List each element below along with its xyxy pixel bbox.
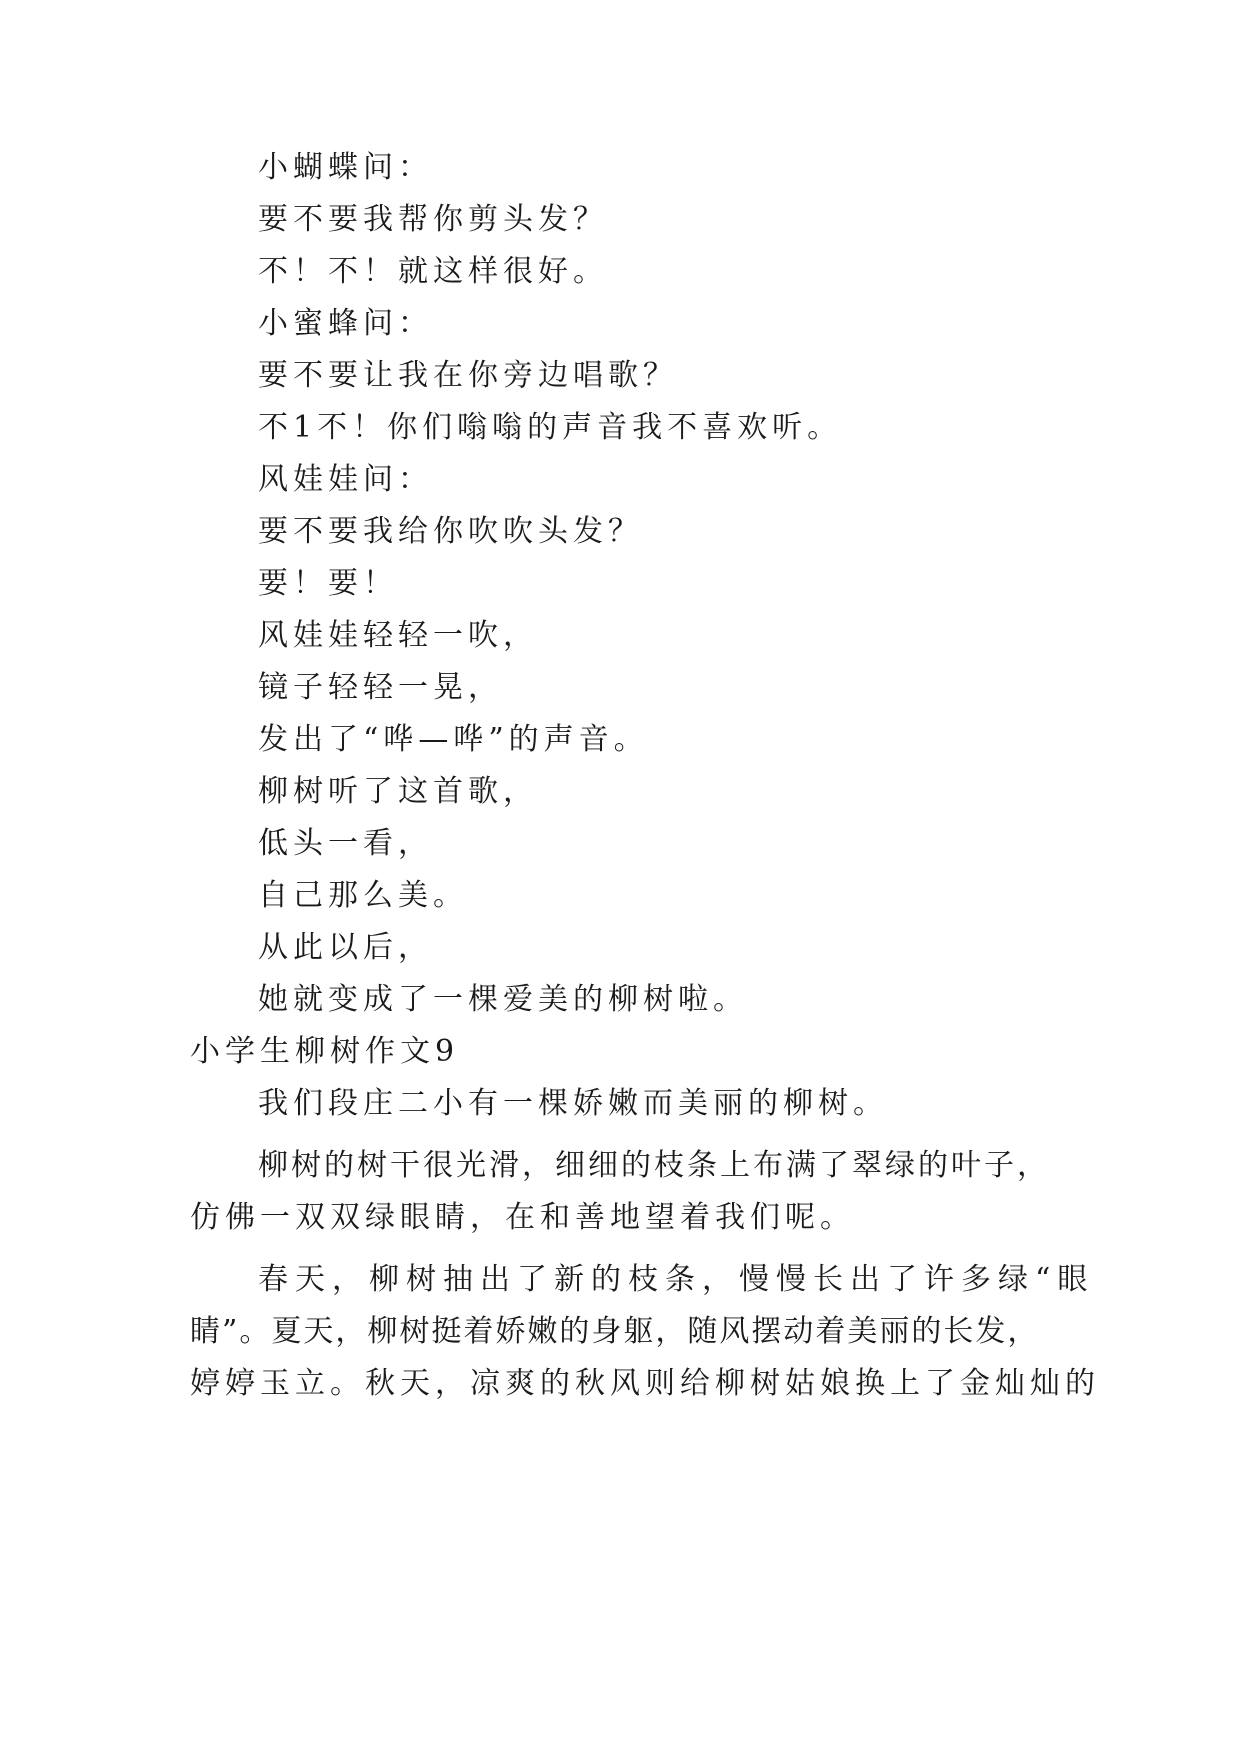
- essay-title: 小学生柳树作文9: [190, 1034, 460, 1069]
- paragraph-line: 仿佛一双双绿眼睛，在和善地望着我们呢。: [190, 1200, 855, 1235]
- paragraph-line: 春天，柳树抽出了新的枝条，慢慢长出了许多绿“眼: [258, 1262, 1095, 1297]
- poem-line: 发出了“哗—哗”的声音。: [258, 722, 649, 757]
- poem-line: 要不要我给你吹吹头发？: [258, 514, 643, 549]
- paragraph-line: 柳树的树干很光滑，细细的枝条上布满了翠绿的叶子，: [258, 1148, 1050, 1183]
- poem-line: 镜子轻轻一晃，: [258, 670, 503, 705]
- paragraph-line: 婷婷玉立。秋天，凉爽的秋风则给柳树姑娘换上了金灿灿的: [190, 1366, 1100, 1401]
- poem-line: 不1不！你们嗡嗡的声音我不喜欢听。: [258, 410, 843, 445]
- paragraph-line: 睛”。夏天，柳树挺着娇嫩的身躯，随风摆动着美丽的长发，: [190, 1314, 1040, 1349]
- poem-line: 小蜜蜂问：: [258, 306, 433, 341]
- poem-line: 风娃娃问：: [258, 462, 433, 497]
- poem-line: 低头一看，: [258, 826, 433, 861]
- poem-line: 要不要我帮你剪头发？: [258, 202, 608, 237]
- poem-line: 风娃娃轻轻一吹，: [258, 618, 538, 653]
- poem-line: 从此以后，: [258, 930, 433, 965]
- paragraph-line: 我们段庄二小有一棵娇嫩而美丽的柳树。: [258, 1086, 888, 1121]
- poem-line: 要不要让我在你旁边唱歌？: [258, 358, 678, 393]
- poem-line: 她就变成了一棵爱美的柳树啦。: [258, 982, 748, 1017]
- poem-line: 要！要！: [258, 566, 398, 601]
- poem-line: 不！不！就这样很好。: [258, 254, 608, 289]
- poem-line: 柳树听了这首歌，: [258, 774, 538, 809]
- poem-line: 自己那么美。: [258, 878, 468, 913]
- poem-line: 小蝴蝶问：: [258, 150, 433, 185]
